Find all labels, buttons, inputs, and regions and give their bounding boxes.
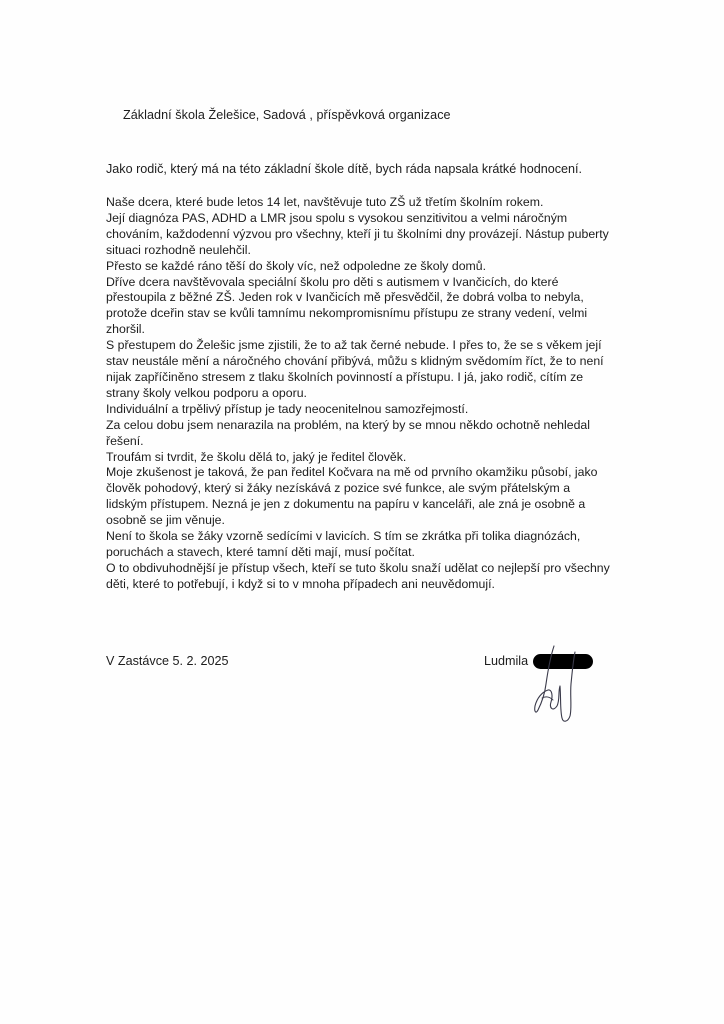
body-line: O to obdivuhodnější je přístup všech, kteří se tuto školu snaží udělat co nejlepší pro všechny bbox=[106, 560, 610, 575]
letter-body bbox=[106, 195, 626, 593]
body-line: Moje zkušenost je taková, že pan ředitel Kočvara na mě od prvního okamžiku působí, jako bbox=[106, 465, 598, 480]
body-line: Naše dcera, které bude letos 14 let, navštěvuje tuto ZŠ už třetím školním rokem. bbox=[106, 195, 544, 209]
body-line: děti, které to potřebují, i když si to v mnoha případech ani neuvědomují. bbox=[106, 576, 495, 591]
body-line: člověk pohodový, který si žáky nezískává z pozice své funkce, ale svým přátelským a bbox=[106, 481, 571, 496]
organization-heading: Základní škola Želešice, Sadová , příspěvková organizace bbox=[123, 108, 451, 122]
body-line: nijak zapříčiněno stresem z tlaku školních povinností a přístupu. I já, jako rodič, cítím ze bbox=[106, 369, 584, 384]
body-line: lidským přístupem. Nezná je jen z dokumentu na papíru v kanceláři, ale zná je osobně a bbox=[106, 497, 586, 512]
body-line: Není to škola se žáky vzorně sedícími v lavicích. S tím se zkrátka při tolika diagnózách, bbox=[106, 529, 581, 544]
body-line: zhoršil. bbox=[106, 322, 145, 337]
body-line: S přestupem do Želešic jsme zjistili, že to až tak černé nebude. I přes to, že se s věkem její bbox=[106, 338, 602, 353]
body-line: Přesto se každé ráno těší do školy víc, než odpoledne ze školy domů. bbox=[106, 258, 487, 273]
body-line: poruchách a stavech, které tamní děti mají, musí počítat. bbox=[106, 544, 415, 559]
handwritten-signature bbox=[520, 640, 590, 730]
body-line: chováním, každodenní výzvou pro všechny, kteří ji tu školními dny provázejí. Nástup puberty bbox=[106, 226, 609, 241]
body-line: Individuální a trpělivý přístup je tady neocenitelnou samozřejmostí. bbox=[106, 401, 469, 416]
body-line: osobně se jim věnuje. bbox=[106, 513, 225, 528]
signatory-name: Ludmila bbox=[484, 654, 529, 668]
body-line: přestoupila z běžné ZŠ. Jeden rok v Ivančicích mě přesvědčil, že dobrá volba to nebyla, bbox=[106, 290, 584, 305]
body-line: Za celou dobu jsem nenarazila na problém, na který by se mnou někdo ochotně nehledal bbox=[106, 417, 590, 432]
body-line: protože dceřin stav se kvůli tamnímu nekompromisnímu přístupu ze strany vedení, velmi bbox=[106, 306, 588, 321]
place-and-date: V Zastávce 5. 2. 2025 bbox=[106, 654, 229, 668]
body-line: stav neustále mění a náročného chování přibývá, můžu s klidným svědomím říct, že to není bbox=[106, 354, 604, 369]
body-line: Troufám si tvrdit, že školu dělá to, jaký je ředitel člověk. bbox=[106, 449, 407, 464]
body-line: strany školy velkou podporu a oporu. bbox=[106, 385, 307, 400]
intro-paragraph: Jako rodič, který má na této základní škole dítě, bych ráda napsala krátké hodnocení. bbox=[106, 162, 583, 176]
body-line: řešení. bbox=[106, 433, 144, 448]
body-line: Její diagnóza PAS, ADHD a LMR jsou spolu s vysokou senzitivitou a velmi náročným bbox=[106, 210, 568, 225]
body-line: situaci rozhodně neulehčil. bbox=[106, 242, 251, 257]
body-line: Dříve dcera navštěvovala speciální školu pro děti s autismem v Ivančicích, do které bbox=[106, 274, 559, 289]
